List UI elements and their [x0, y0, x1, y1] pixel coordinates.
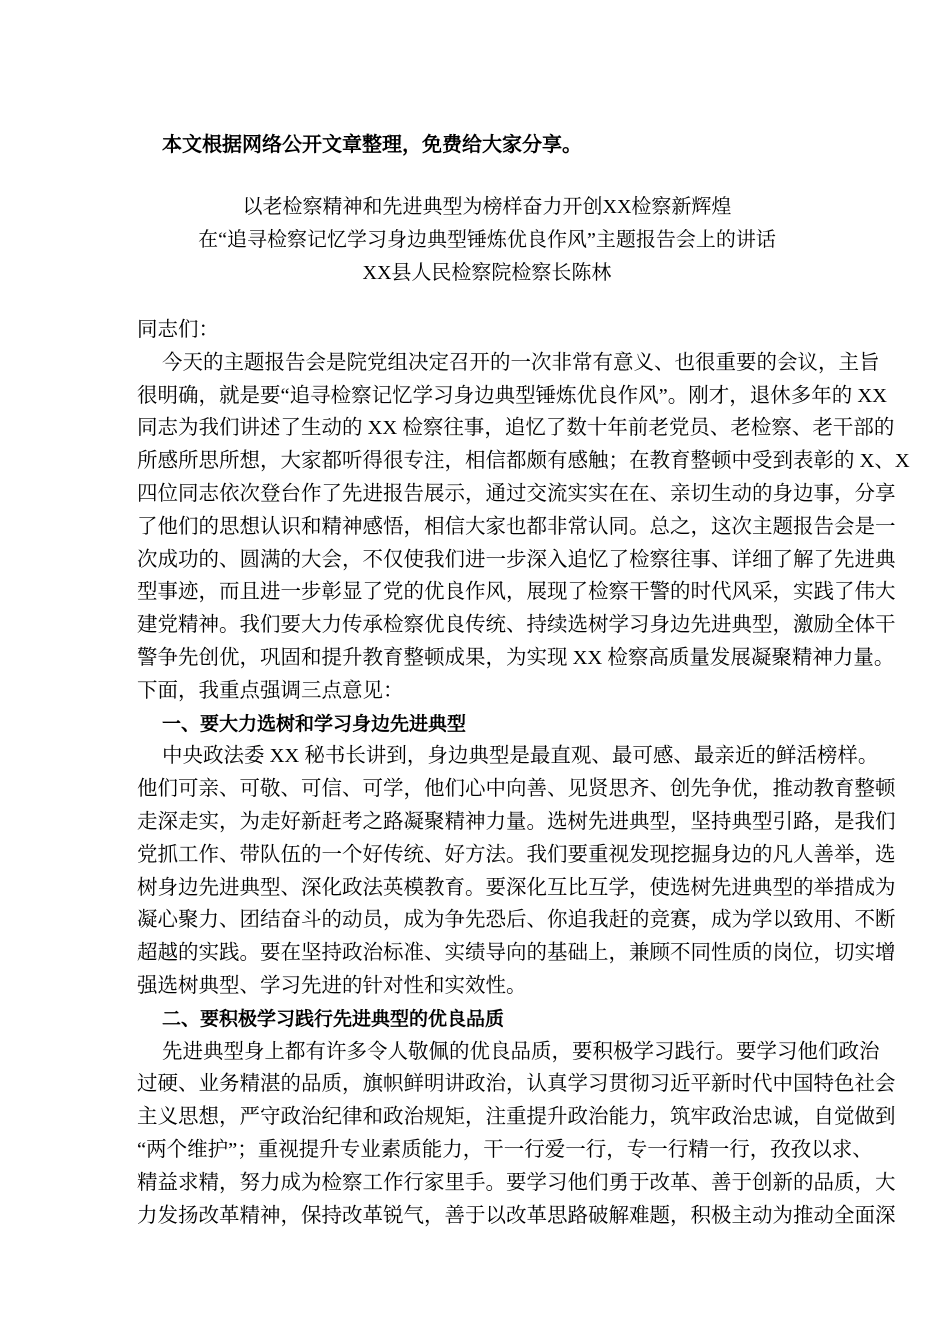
text-line: 他们可亲、可敬、可信、可学，他们心中向善、见贤思齐、创先争优，推动教育整顿 [137, 778, 896, 801]
document-author: XX县人民检察院检察长陈林 [362, 262, 612, 284]
section-2-paragraph [137, 1036, 896, 1233]
text-line: 今天的主题报告会是院党组决定召开的一次非常有意义、也很重要的会议，主旨 [162, 351, 880, 374]
text-line: 过硬、业务精湛的品质，旗帜鲜明讲政治，认真学习贯彻习近平新时代中国特色社会 [137, 1073, 896, 1096]
text-line: 主义思想，严守政治纪律和政治规矩，注重提升政治能力，筑牢政治忠诚，自觉做到 [137, 1106, 896, 1129]
section-heading-2: 二、要积极学习践行先进典型的优良品质 [162, 1007, 505, 1030]
text-line: 四位同志依次登台作了先进报告展示，通过交流实实在在、亲切生动的身边事，分享 [137, 482, 896, 505]
text-line: “两个维护”；重视提升专业素质能力，干一行爱一行，专一行精一行，孜孜以求、 [137, 1138, 873, 1161]
text-line: 警争先创优，巩固和提升教育整顿成果，为实现 XX 检察高质量发展凝聚精神力量。 [137, 646, 895, 669]
text-line: 精益求精，努力成为检察工作行家里手。要学习他们勇于改革、善于创新的品质，大 [137, 1171, 896, 1194]
text-line: 型事迹，而且进一步彰显了党的优良作风，展现了检察干警的时代风采，实践了伟大 [137, 581, 896, 604]
text-line: 次成功的、圆满的大会，不仅使我们进一步深入追忆了检察往事、详细了解了先进典 [137, 548, 896, 571]
document-title: 以老检察精神和先进典型为榜样奋力开创XX检察新辉煌 [242, 196, 732, 218]
text-line: 强选树典型、学习先进的针对性和实效性。 [137, 974, 527, 997]
text-line: 先进典型身上都有许多令人敬佩的优良品质，要积极学习践行。要学习他们政治 [162, 1040, 880, 1063]
section-1-paragraph [137, 740, 896, 1002]
text-line: 凝心聚力、团结奋斗的动员，成为争先恐后、你追我赶的竞赛，成为学以致用、不断 [137, 909, 896, 932]
text-line: 走深走实，为走好新赶考之路凝聚精神力量。选树先进典型，坚持典型引路，是我们 [137, 810, 896, 833]
text-line: 下面，我重点强调三点意见： [137, 679, 404, 702]
document-title-block [137, 191, 837, 290]
text-line: 力发扬改革精神，保持改革锐气，善于以改革思路破解难题，积极主动为推动全面深 [137, 1204, 896, 1227]
text-line: 很明确，就是要“追寻检察记忆学习身边典型锤炼优良作风”。刚才，退休多年的 XX [137, 384, 887, 407]
text-line: 了他们的思想认识和精神感悟，相信大家也都非常认同。总之，这次主题报告会是一 [137, 515, 896, 538]
text-line: 中央政法委 XX 秘书长讲到，身边典型是最直观、最可感、最亲近的鲜活榜样。 [162, 745, 879, 768]
text-line: 树身边先进典型、深化政法英模教育。要深化互比互学，使选树先进典型的举措成为 [137, 876, 896, 899]
salutation: 同志们： [137, 319, 219, 341]
section-heading-1: 一、要大力选树和学习身边先进典型 [162, 712, 467, 735]
text-line: 党抓工作、带队伍的一个好传统、好方法。我们要重视发现挖掘身边的凡人善举，选 [137, 843, 896, 866]
document-body [137, 314, 910, 1232]
share-notice: 本文根据网络公开文章整理，免费给大家分享。 [162, 132, 582, 156]
text-line: 所感所思所想，大家都听得很专注，相信都颇有感触；在教育整顿中受到表彰的 X、X [137, 450, 910, 473]
text-line: 建党精神。我们要大力传承检察优良传统、持续选树学习身边先进典型，激励全体干 [137, 614, 896, 637]
text-line: 同志为我们讲述了生动的 XX 检察往事，追忆了数十年前老党员、老检察、老干部的 [137, 417, 895, 440]
intro-paragraph [137, 347, 910, 708]
text-line: 超越的实践。要在坚持政治标准、实绩导向的基础上，兼顾不同性质的岗位，切实增 [137, 942, 896, 965]
document-subtitle: 在“追寻检察记忆学习身边典型锤炼优良作风”主题报告会上的讲话 [198, 229, 776, 251]
